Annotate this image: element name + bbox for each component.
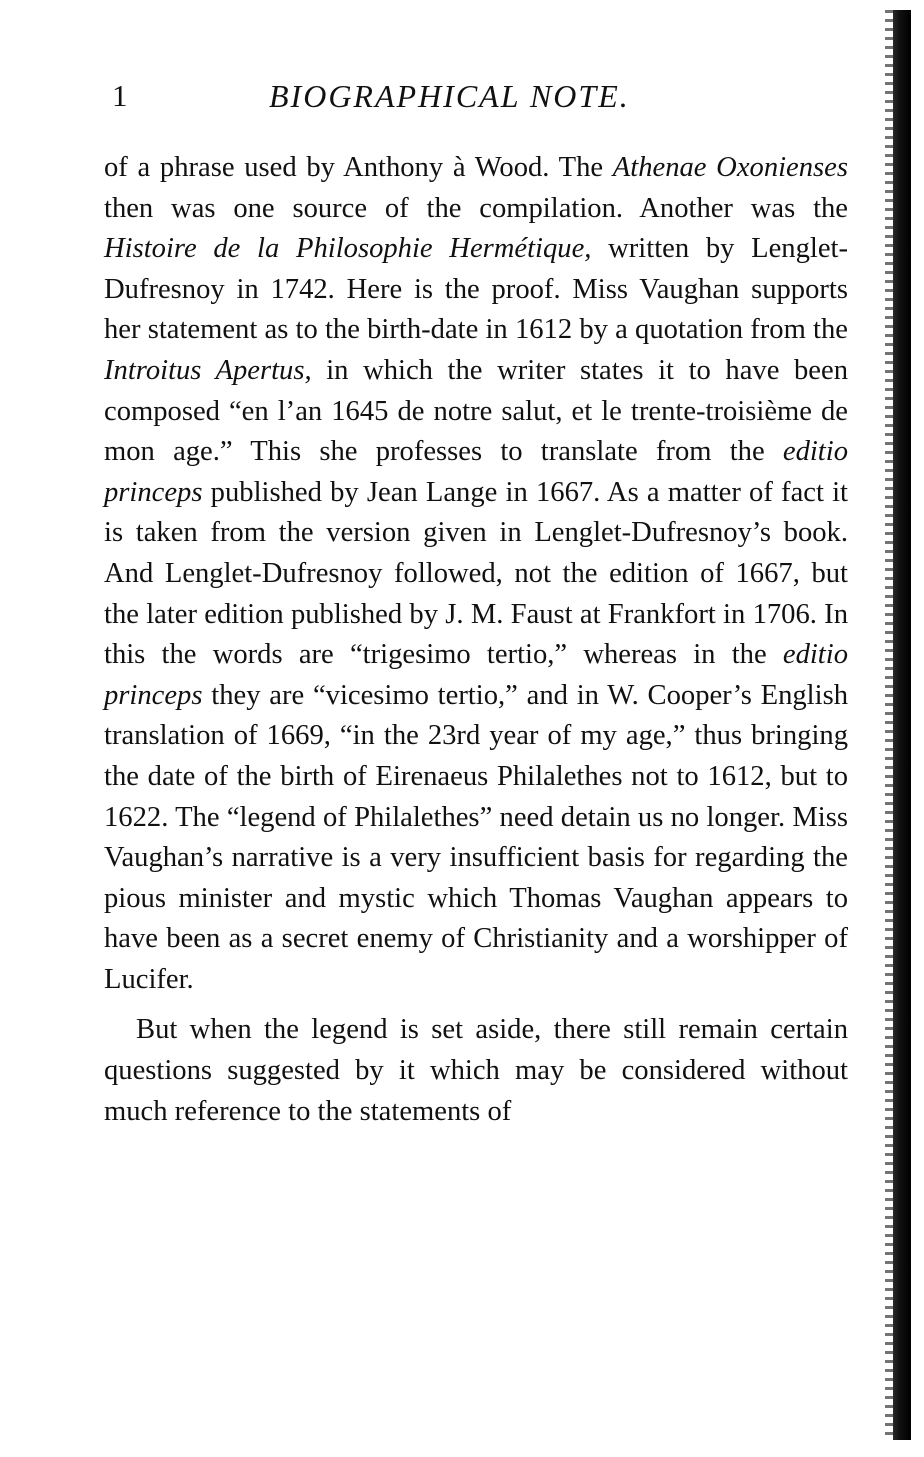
page-edge-shadow <box>885 10 893 1440</box>
page-number: 1 <box>112 78 128 113</box>
paragraph: But when the legend is set aside, there still remain certain questions suggested by it which may be considered without much reference to the statements of <box>104 1014 848 1127</box>
italic-editio-princeps: editio princeps <box>104 436 848 508</box>
text-run: published by Jean Lange in 1667. As a matter of fact it is taken from the version given in Lenglet-Dufresnoy’s book. And Lenglet-Dufresnoy followed, not the edition of 1667, but the later edition published by J. M. Faust at Frankfort in 1706. In this the words are “trigesimo tertio,” whereas in the <box>104 476 848 671</box>
text-run: they are “vicesimo tertio,” and in W. Cooper’s English translation of 1669, “in the 23rd year of my age,” thus bringing the date of the birth of Eirenaeus Philalethes not to 1612, but to 1622. The “legend of Philalethes” need detain us no longer. Miss Vaughan’s narrative is a very insufficient basis for regarding the pious minister and mystic which Thomas Vaughan appears to have been as a secret enemy of Christianity and a worshipper of Lucifer. <box>104 679 848 995</box>
running-title: BIOGRAPHICAL NOTE. <box>269 78 630 114</box>
text-run: written by Lenglet-Dufresnoy in 1742. Here is the proof. Miss Vaughan supports her statement as to the birth-date in 1612 by a quotation from the <box>104 233 848 346</box>
text-run: in which the writer states it to have been composed “en l’an 1645 de notre salut, et le trente-troisième de mon age.” This she professes to translate from the <box>104 354 848 468</box>
page-header <box>104 78 854 122</box>
text-run: of a phrase used by Anthony à Wood. The <box>104 152 613 183</box>
text-run: then was one source of the compilation. Another was the <box>104 192 848 224</box>
italic-editio-princeps: editio princeps <box>104 639 848 711</box>
italic-title-introitus-apertus: Introitus Apertus, <box>104 354 312 386</box>
body-text <box>104 148 848 1132</box>
page-edge-binding <box>893 10 911 1440</box>
paragraph-continued <box>104 148 848 1000</box>
italic-title-athenae-oxonienses: Athenae Oxonienses <box>612 152 848 183</box>
italic-title-histoire: Histoire de la Philosophie Hermétique, <box>104 233 592 265</box>
